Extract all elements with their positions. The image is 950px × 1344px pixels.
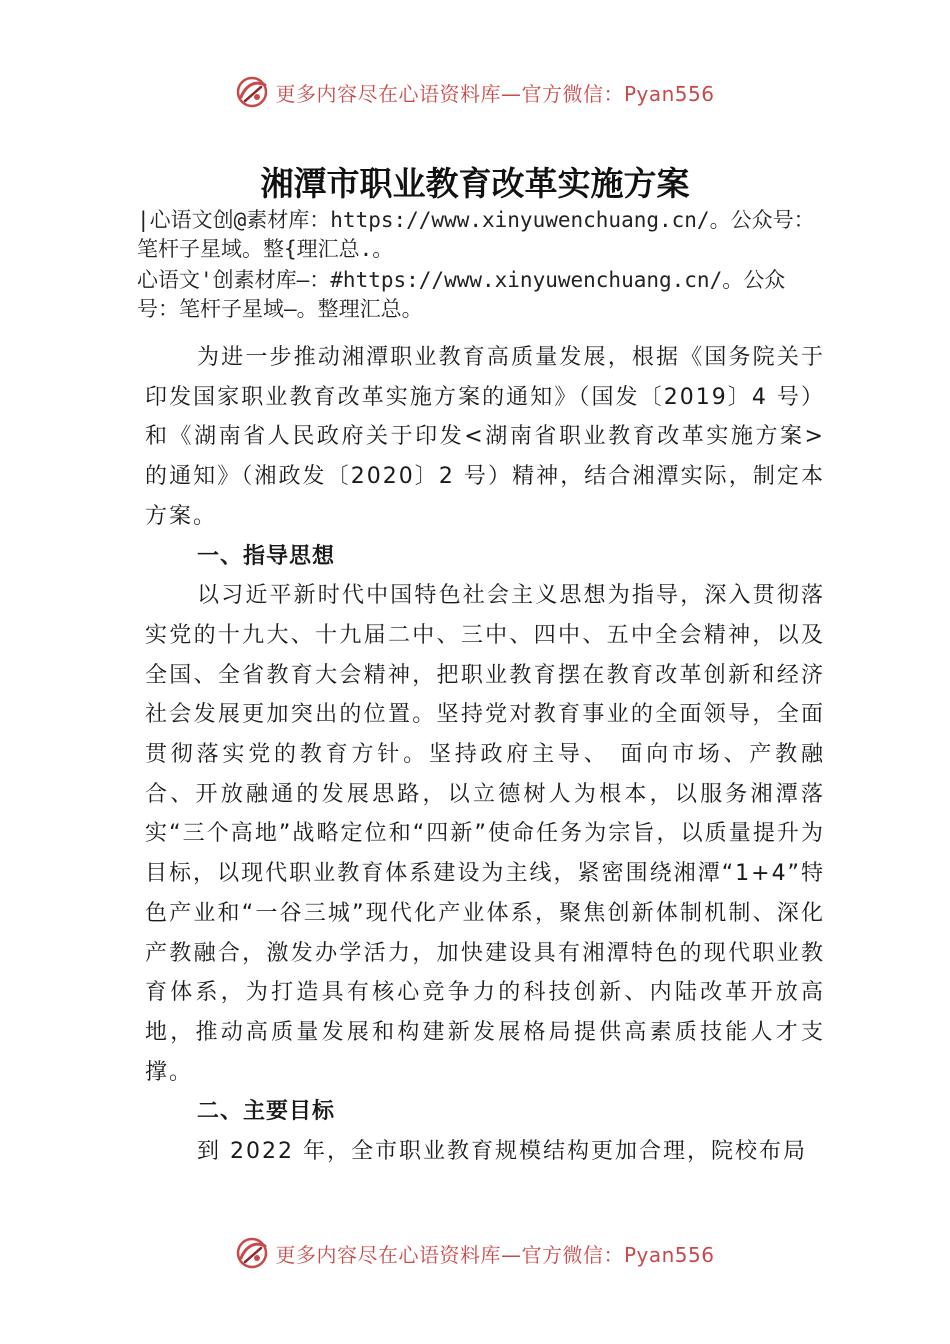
source-note-1: |心语文创@素材库：https://www.xinyuwenchuang.cn/。公众号：笔杆子星域。整{理汇总.。 bbox=[137, 208, 815, 261]
document-body bbox=[145, 338, 825, 1172]
section-heading-main-goals: 二、主要目标 bbox=[197, 1099, 336, 1125]
library-logo-icon bbox=[235, 1236, 269, 1270]
section-heading-guiding-ideology: 一、指导思想 bbox=[197, 543, 336, 569]
intro-paragraph: 为进一步推动湘潭职业教育高质量发展，根据《国务院关于印发国家职业教育改革实施方案的通知》（国发〔2019〕4 号）和《湖南省人民政府关于印发<湖南省职业教育改革实施方案>的通知》（湘政发〔2020〕2 号）精神，结合湘潭实际，制定本方案。 bbox=[145, 345, 825, 529]
bottom-banner bbox=[0, 1233, 950, 1273]
section-paragraph-main-goals: 到 2022 年，全市职业教育规模结构更加合理，院校布局 bbox=[197, 1139, 807, 1165]
document-title: 湘潭市职业教育改革实施方案 bbox=[260, 164, 690, 203]
library-logo-icon bbox=[235, 75, 269, 109]
source-note-2: 心语文'创素材库—：#https://www.xinyuwenchuang.cn/。公众号：笔杆子星域—。整理汇总。 bbox=[137, 268, 786, 321]
top-banner bbox=[0, 72, 950, 112]
section-paragraph-guiding-ideology: 以习近平新时代中国特色社会主义思想为指导，深入贯彻落实党的十九大、十九届二中、三中、四中、五中全会精神，以及全国、全省教育大会精神，把职业教育摆在教育改革创新和经济社会发展更加突出的位置。坚持党对教育事业的全面领导，全面贯彻落实党的教育方针。坚持政府主导、 面向市场、产教融合、开放融通的发展思路，以立德树人为根本，以服务湘潭落实“三个高地”战略定位和“四新”使命任务为宗旨，以质量提升为目标，以现代职业教育体系建设为主线，紧密围绕湘潭“1+4”特色产业和“一谷三城”现代化产业体系，聚焦创新体制机制、深化产教融合，激发办学活力，加快建设具有湘潭特色的现代职业教育体系，为打造具有核心竞争力的科技创新、内陆改革开放高地，推动高质量发展和构建新发展格局提供高素质技能人才支撑。 bbox=[145, 583, 825, 1085]
banner-text: 更多内容尽在心语资料库—官方微信：Pyan556 bbox=[275, 1242, 715, 1267]
banner-text: 更多内容尽在心语资料库—官方微信：Pyan556 bbox=[275, 81, 715, 106]
